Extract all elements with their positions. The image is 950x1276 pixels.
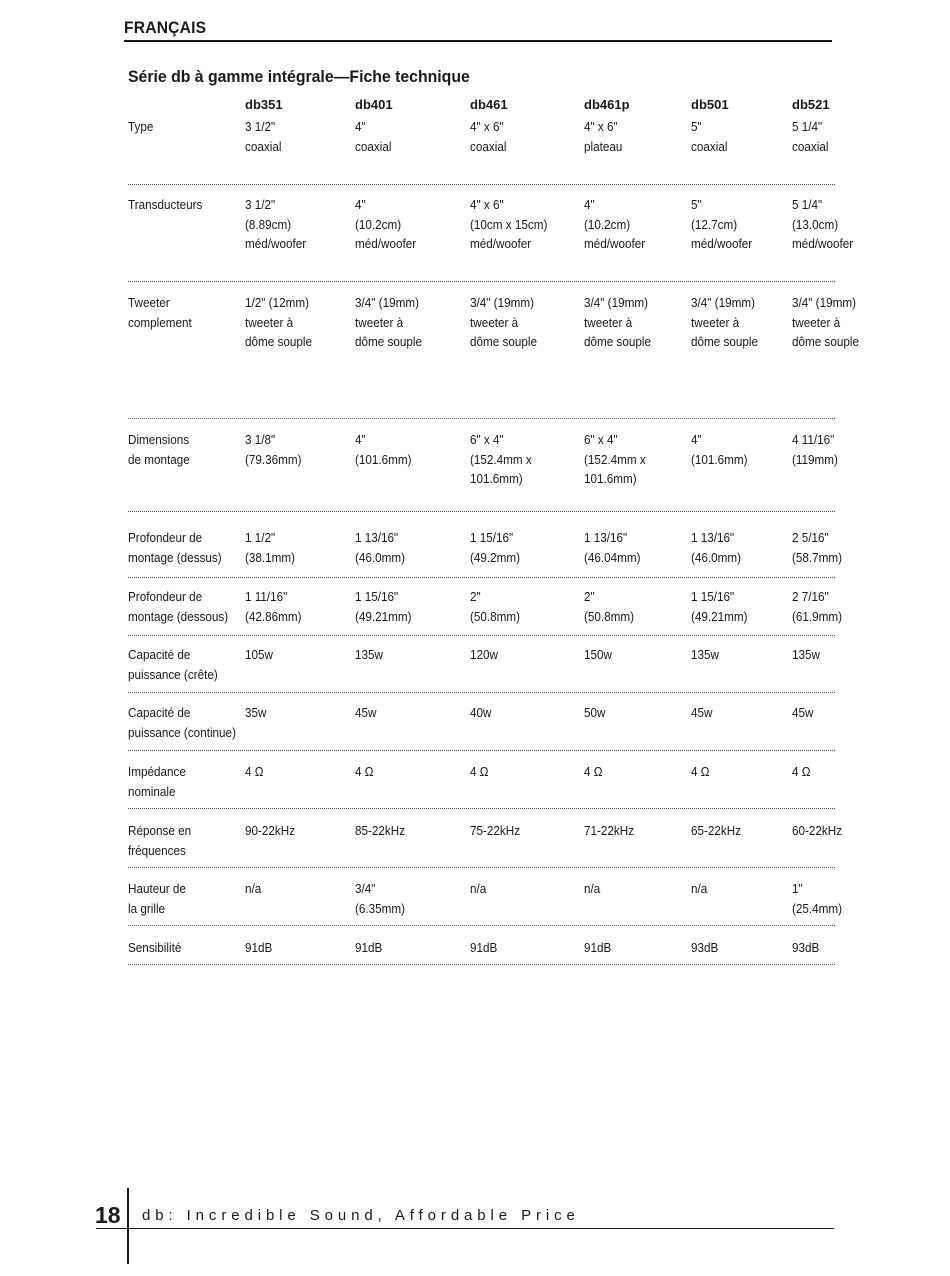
spec-cell: (152.4mm x <box>584 451 646 467</box>
spec-cell: méd/woofer <box>584 236 646 251</box>
row-label: complement <box>128 314 192 330</box>
spec-cell: méd/woofer <box>245 236 307 251</box>
model-header: db461 <box>470 97 508 112</box>
row-label: Tweeter <box>128 295 170 310</box>
spec-cell: (38.1mm) <box>245 549 296 565</box>
spec-cell: (13.0cm) <box>792 216 839 232</box>
spec-cell: coaxial <box>355 138 392 154</box>
footer-vertical-rule <box>127 1188 129 1264</box>
spec-cell: 4 Ω <box>584 764 603 779</box>
spec-cell: (46.0mm) <box>691 549 742 565</box>
spec-cell: coaxial <box>245 138 282 154</box>
spec-cell: dôme souple <box>691 334 759 349</box>
spec-cell: coaxial <box>470 138 507 154</box>
spec-cell: 3/4" (19mm) <box>470 295 534 310</box>
spec-cell: 71-22kHz <box>584 823 635 838</box>
spec-cell: (58.7mm) <box>792 549 843 565</box>
spec-cell: tweeter à <box>792 314 841 330</box>
spec-cell: 4" <box>691 432 702 447</box>
spec-cell: 101.6mm) <box>584 471 637 486</box>
spec-cell: 4" x 6" <box>470 197 504 212</box>
spec-cell: 4 Ω <box>792 764 811 779</box>
spec-cell: 85-22kHz <box>355 823 406 838</box>
spec-cell: 5 1/4" <box>792 197 823 212</box>
row-label: montage (dessous) <box>128 608 229 624</box>
spec-cell: 91dB <box>355 940 383 955</box>
spec-cell: 75-22kHz <box>470 823 521 838</box>
spec-cell: (50.8mm) <box>584 608 635 624</box>
spec-cell: 4" x 6" <box>470 119 504 134</box>
spec-cell: 3/4" (19mm) <box>355 295 419 310</box>
spec-cell: 1 15/16" <box>355 589 399 604</box>
spec-cell: 90-22kHz <box>245 823 296 838</box>
spec-cell: 135w <box>792 647 820 662</box>
spec-cell: tweeter à <box>584 314 633 330</box>
spec-cell: méd/woofer <box>691 236 753 251</box>
spec-cell: 35w <box>245 705 267 720</box>
spec-cell: méd/woofer <box>470 236 532 251</box>
spec-cell: 4 Ω <box>691 764 710 779</box>
spec-cell: (119mm) <box>792 451 838 467</box>
row-divider <box>128 964 835 965</box>
row-divider <box>128 281 835 282</box>
spec-cell: 91dB <box>245 940 273 955</box>
section-heading: FRANÇAIS <box>124 18 207 37</box>
spec-cell: dôme souple <box>470 334 538 349</box>
spec-cell: 60-22kHz <box>792 823 843 838</box>
row-label: Type <box>128 119 154 134</box>
spec-cell: 4 11/16" <box>792 432 835 447</box>
model-header: db461p <box>584 97 630 112</box>
spec-cell: (10cm x 15cm) <box>470 216 548 232</box>
row-divider <box>128 184 835 185</box>
spec-cell: 45w <box>792 705 814 720</box>
spec-cell: 4" <box>355 119 366 134</box>
spec-cell: 1" <box>792 881 803 896</box>
spec-cell: (25.4mm) <box>792 900 843 916</box>
spec-cell: 45w <box>355 705 377 720</box>
spec-cell: (6.35mm) <box>355 900 406 916</box>
row-label: Dimensions <box>128 432 190 447</box>
row-divider <box>128 808 835 809</box>
spec-cell: n/a <box>245 881 262 896</box>
row-label: puissance (crête) <box>128 666 218 682</box>
spec-cell: 1 1/2" <box>245 530 276 545</box>
model-header: db501 <box>691 97 729 112</box>
row-label: la grille <box>128 900 166 916</box>
spec-cell: 4" x 6" <box>584 119 618 134</box>
spec-cell: 1 13/16" <box>691 530 735 545</box>
spec-cell: (49.21mm) <box>691 608 748 624</box>
spec-cell: 93dB <box>792 940 820 955</box>
spec-cell: 2 5/16" <box>792 530 829 545</box>
spec-cell: (152.4mm x <box>470 451 532 467</box>
spec-cell: 65-22kHz <box>691 823 742 838</box>
spec-cell: n/a <box>470 881 487 896</box>
row-label: Hauteur de <box>128 881 186 896</box>
spec-cell: 6" x 4" <box>470 432 504 447</box>
spec-cell: 3/4" <box>355 881 376 896</box>
spec-cell: (46.0mm) <box>355 549 406 565</box>
row-divider <box>128 511 835 512</box>
spec-cell: 6" x 4" <box>584 432 618 447</box>
spec-cell: 4 Ω <box>245 764 264 779</box>
spec-cell: (42.86mm) <box>245 608 302 624</box>
spec-cell: n/a <box>584 881 601 896</box>
spec-cell: (79.36mm) <box>245 451 302 467</box>
spec-cell: 3 1/2" <box>245 119 276 134</box>
spec-cell: 105w <box>245 647 273 662</box>
page-title: Série db à gamme intégrale—Fiche technique <box>128 67 470 86</box>
spec-cell: 5 1/4" <box>792 119 823 134</box>
spec-cell: 4" <box>584 197 595 212</box>
row-label: Capacité de <box>128 705 191 720</box>
spec-cell: coaxial <box>792 138 829 154</box>
spec-cell: 4 Ω <box>355 764 374 779</box>
row-label: de montage <box>128 451 190 467</box>
spec-cell: 4" <box>355 197 366 212</box>
spec-cell: dôme souple <box>355 334 423 349</box>
model-header: db351 <box>245 97 283 112</box>
spec-cell: (10.2cm) <box>355 216 402 232</box>
spec-cell: coaxial <box>691 138 728 154</box>
spec-cell: 4" <box>355 432 366 447</box>
spec-cell: dôme souple <box>245 334 313 349</box>
row-label: puissance (continue) <box>128 724 236 740</box>
row-divider <box>128 925 835 926</box>
row-label: montage (dessus) <box>128 549 222 565</box>
spec-cell: 50w <box>584 705 606 720</box>
spec-cell: dôme souple <box>584 334 652 349</box>
spec-cell: 1/2" (12mm) <box>245 295 309 310</box>
row-divider <box>128 577 835 578</box>
row-divider <box>128 750 835 751</box>
spec-cell: tweeter à <box>691 314 740 330</box>
spec-cell: 3/4" (19mm) <box>584 295 648 310</box>
spec-cell: tweeter à <box>245 314 294 330</box>
spec-cell: 135w <box>355 647 383 662</box>
row-label: nominale <box>128 783 176 799</box>
spec-cell: tweeter à <box>355 314 404 330</box>
spec-cell: (8.89cm) <box>245 216 292 232</box>
spec-cell: 1 13/16" <box>584 530 628 545</box>
model-header: db521 <box>792 97 830 112</box>
spec-cell: 3/4" (19mm) <box>691 295 755 310</box>
spec-cell: 3 1/8" <box>245 432 276 447</box>
row-label: Impédance <box>128 764 186 779</box>
model-header: db401 <box>355 97 393 112</box>
row-divider <box>128 418 835 419</box>
spec-cell: (50.8mm) <box>470 608 521 624</box>
spec-cell: 3 1/2" <box>245 197 276 212</box>
row-label: Capacité de <box>128 647 191 662</box>
row-divider <box>128 692 835 693</box>
spec-cell: tweeter à <box>470 314 519 330</box>
spec-cell: méd/woofer <box>355 236 417 251</box>
footer-rule <box>96 1228 834 1229</box>
row-label: Réponse en <box>128 823 192 838</box>
spec-cell: 3/4" (19mm) <box>792 295 856 310</box>
row-label: fréquences <box>128 842 186 858</box>
spec-cell: 1 11/16" <box>245 589 288 604</box>
spec-cell: 2" <box>470 589 481 604</box>
spec-cell: 5" <box>691 119 702 134</box>
spec-cell: 93dB <box>691 940 719 955</box>
spec-cell: 1 15/16" <box>691 589 735 604</box>
row-label: Sensibilité <box>128 940 182 955</box>
spec-cell: (12.7cm) <box>691 216 738 232</box>
spec-cell: 1 13/16" <box>355 530 399 545</box>
row-divider <box>128 635 835 636</box>
row-label: Transducteurs <box>128 197 203 212</box>
spec-cell: méd/woofer <box>792 236 854 251</box>
spec-cell: 5" <box>691 197 702 212</box>
spec-cell: 2" <box>584 589 595 604</box>
spec-cell: (101.6mm) <box>691 451 748 467</box>
spec-cell: plateau <box>584 138 623 154</box>
page-number: 18 <box>95 1202 121 1228</box>
spec-cell: 1 15/16" <box>470 530 514 545</box>
spec-cell: (61.9mm) <box>792 608 843 624</box>
spec-cell: dôme souple <box>792 334 860 349</box>
spec-cell: n/a <box>691 881 708 896</box>
spec-cell: 91dB <box>470 940 498 955</box>
row-label: Profondeur de <box>128 589 203 604</box>
spec-cell: 120w <box>470 647 498 662</box>
spec-cell: 135w <box>691 647 719 662</box>
row-label: Profondeur de <box>128 530 203 545</box>
spec-cell: 40w <box>470 705 492 720</box>
footer-tagline: db: Incredible Sound, Affordable Price <box>142 1207 580 1224</box>
spec-cell: (10.2cm) <box>584 216 631 232</box>
spec-cell: (101.6mm) <box>355 451 412 467</box>
spec-cell: 4 Ω <box>470 764 489 779</box>
spec-cell: 101.6mm) <box>470 471 523 486</box>
spec-cell: 45w <box>691 705 713 720</box>
spec-cell: 91dB <box>584 940 612 955</box>
spec-cell: 150w <box>584 647 612 662</box>
spec-cell: (46.04mm) <box>584 549 641 565</box>
spec-cell: (49.2mm) <box>470 549 521 565</box>
header-rule <box>124 40 832 42</box>
spec-cell: (49.21mm) <box>355 608 412 624</box>
row-divider <box>128 867 835 868</box>
spec-cell: 2 7/16" <box>792 589 829 604</box>
